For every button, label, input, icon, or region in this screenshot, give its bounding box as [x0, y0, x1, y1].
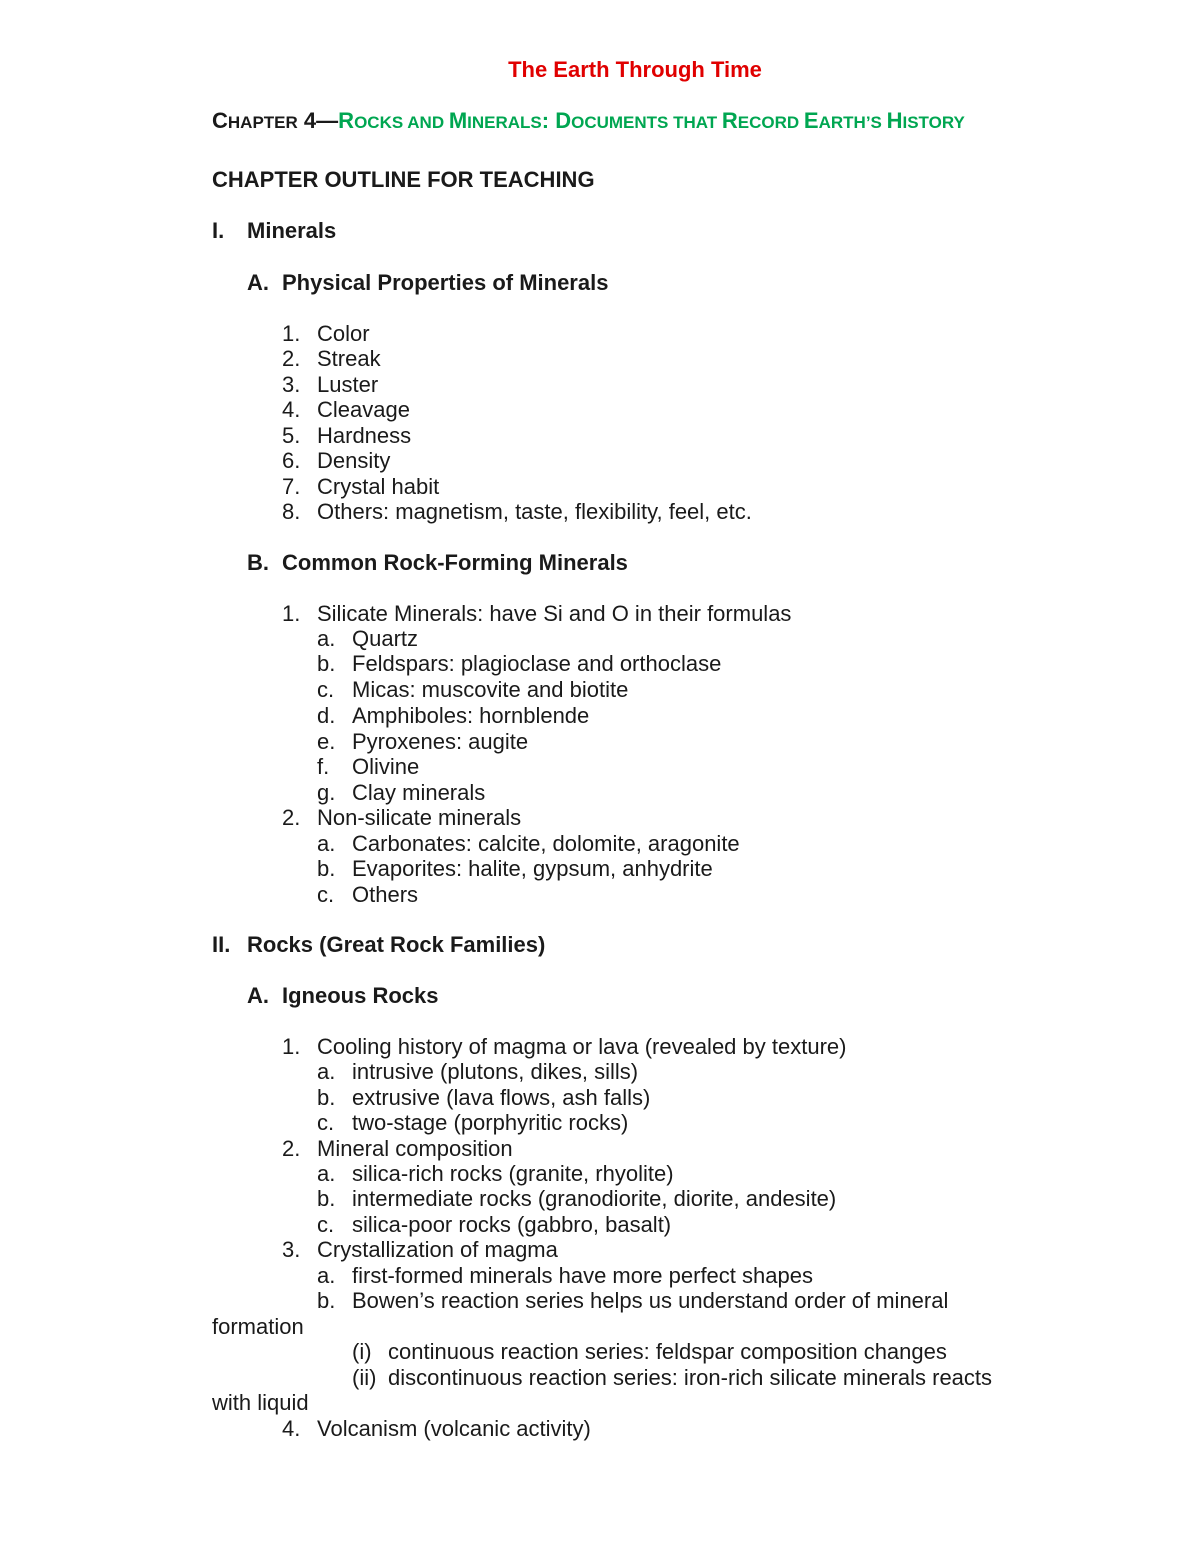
sub-item: two-stage (porphyritic rocks)	[352, 1110, 629, 1135]
roman-item: continuous reaction series: feldspar composition changes	[388, 1339, 947, 1364]
sub-item-letter: g.	[317, 780, 336, 805]
sub-item-continuation: formation	[212, 1314, 304, 1339]
document-title: The Earth Through Time	[508, 57, 762, 82]
chapter-prefix: CHAPTER	[212, 108, 298, 133]
section-title: Minerals	[247, 218, 337, 243]
list-item-number: 2.	[282, 805, 301, 830]
list-item-number: 8.	[282, 499, 301, 524]
list-item-number: 1.	[282, 321, 301, 346]
sub-item: extrusive (lava flows, ash falls)	[352, 1085, 651, 1110]
sub-item-letter: a.	[317, 1263, 336, 1288]
roman-item-number: (i)	[352, 1339, 372, 1364]
sub-item-letter: a.	[317, 1059, 336, 1084]
sub-item: first-formed minerals have more perfect shapes	[352, 1263, 813, 1288]
list-item: Others: magnetism, taste, flexibility, feel, etc.	[317, 499, 752, 524]
sub-item-letter: c.	[317, 882, 335, 907]
chapter-title: ROCKS AND MINERALS: DOCUMENTS THAT RECORD EARTH’S HISTORY	[338, 108, 965, 133]
sub-item: Bowen’s reaction series helps us understand order of mineral	[352, 1288, 949, 1313]
list-item-number: 4.	[282, 397, 301, 422]
list-item: Cleavage	[317, 397, 410, 422]
list-item: Luster	[317, 372, 379, 397]
sub-item: Evaporites: halite, gypsum, anhydrite	[352, 856, 713, 881]
roman-item-number: (ii)	[352, 1365, 377, 1390]
sub-item: Feldspars: plagioclase and orthoclase	[352, 651, 722, 676]
section-heading: I.	[212, 218, 225, 243]
roman-item-continuation: with liquid	[212, 1390, 309, 1415]
list-item-number: 2.	[282, 346, 301, 371]
sub-item: Micas: muscovite and biotite	[352, 677, 629, 702]
list-item: Cooling history of magma or lava (revealed by texture)	[317, 1034, 847, 1059]
list-item-number: 3.	[282, 1237, 301, 1262]
sub-item: Quartz	[352, 626, 419, 651]
subsection-number: A.	[247, 983, 269, 1008]
list-item: Mineral composition	[317, 1136, 513, 1161]
sub-item: Clay minerals	[352, 780, 486, 805]
sub-item-letter: a.	[317, 1161, 336, 1186]
sub-item: Olivine	[352, 754, 420, 779]
sub-item-letter: a.	[317, 626, 336, 651]
sub-item: intermediate rocks (granodiorite, diorite, andesite)	[352, 1186, 837, 1211]
sub-item: Pyroxenes: augite	[352, 729, 529, 754]
outline-heading: CHAPTER OUTLINE FOR TEACHING	[212, 167, 595, 192]
sub-item-letter: d.	[317, 703, 336, 728]
sub-item: Amphiboles: hornblende	[352, 703, 590, 728]
list-item: Color	[317, 321, 370, 346]
sub-item-letter: f.	[317, 754, 330, 779]
subsection-title: Physical Properties of Minerals	[282, 270, 609, 295]
subsection-title: Common Rock-Forming Minerals	[282, 550, 628, 575]
list-item-number: 5.	[282, 423, 301, 448]
list-item: Non-silicate minerals	[317, 805, 522, 830]
sub-item-letter: c.	[317, 677, 335, 702]
subsection-title: Igneous Rocks	[282, 983, 439, 1008]
subsection-number: A.	[247, 270, 269, 295]
list-item-number: 3.	[282, 372, 301, 397]
sub-item-letter: b.	[317, 856, 336, 881]
roman-item: discontinuous reaction series: iron-rich silicate minerals reacts	[388, 1365, 993, 1390]
sub-item: silica-poor rocks (gabbro, basalt)	[352, 1212, 672, 1237]
sub-item: Others	[352, 882, 419, 907]
chapter-heading: CHAPTER 4—ROCKS AND MINERALS: DOCUMENTS THAT RECORD EARTH’S HISTORY	[212, 108, 965, 133]
list-item: Crystallization of magma	[317, 1237, 558, 1262]
chapter-number: 4	[303, 108, 317, 133]
list-item-number: 7.	[282, 474, 301, 499]
list-item-number: 4.	[282, 1416, 301, 1441]
list-item: Volcanism (volcanic activity)	[317, 1416, 591, 1441]
list-item: Silicate Minerals: have Si and O in their formulas	[317, 601, 792, 626]
list-item-number: 1.	[282, 601, 301, 626]
section-number: II.	[212, 932, 231, 957]
section-title: Rocks (Great Rock Families)	[247, 932, 546, 957]
list-item: Density	[317, 448, 391, 473]
list-item: Hardness	[317, 423, 412, 448]
list-item-number: 6.	[282, 448, 301, 473]
list-item: Crystal habit	[317, 474, 440, 499]
sub-item: silica-rich rocks (granite, rhyolite)	[352, 1161, 674, 1186]
list-item-number: 1.	[282, 1034, 301, 1059]
sub-item-letter: b.	[317, 1186, 336, 1211]
sub-item-letter: c.	[317, 1110, 335, 1135]
list-item: Streak	[317, 346, 381, 371]
sub-item-letter: b.	[317, 1288, 336, 1313]
sub-item: intrusive (plutons, dikes, sills)	[352, 1059, 639, 1084]
list-item-number: 2.	[282, 1136, 301, 1161]
sub-item-letter: a.	[317, 831, 336, 856]
sub-item-letter: c.	[317, 1212, 335, 1237]
sub-item: Carbonates: calcite, dolomite, aragonite	[352, 831, 740, 856]
sub-item-letter: b.	[317, 651, 336, 676]
subsection-number: B.	[247, 550, 269, 575]
sub-item-letter: e.	[317, 729, 336, 754]
sub-item-letter: b.	[317, 1085, 336, 1110]
